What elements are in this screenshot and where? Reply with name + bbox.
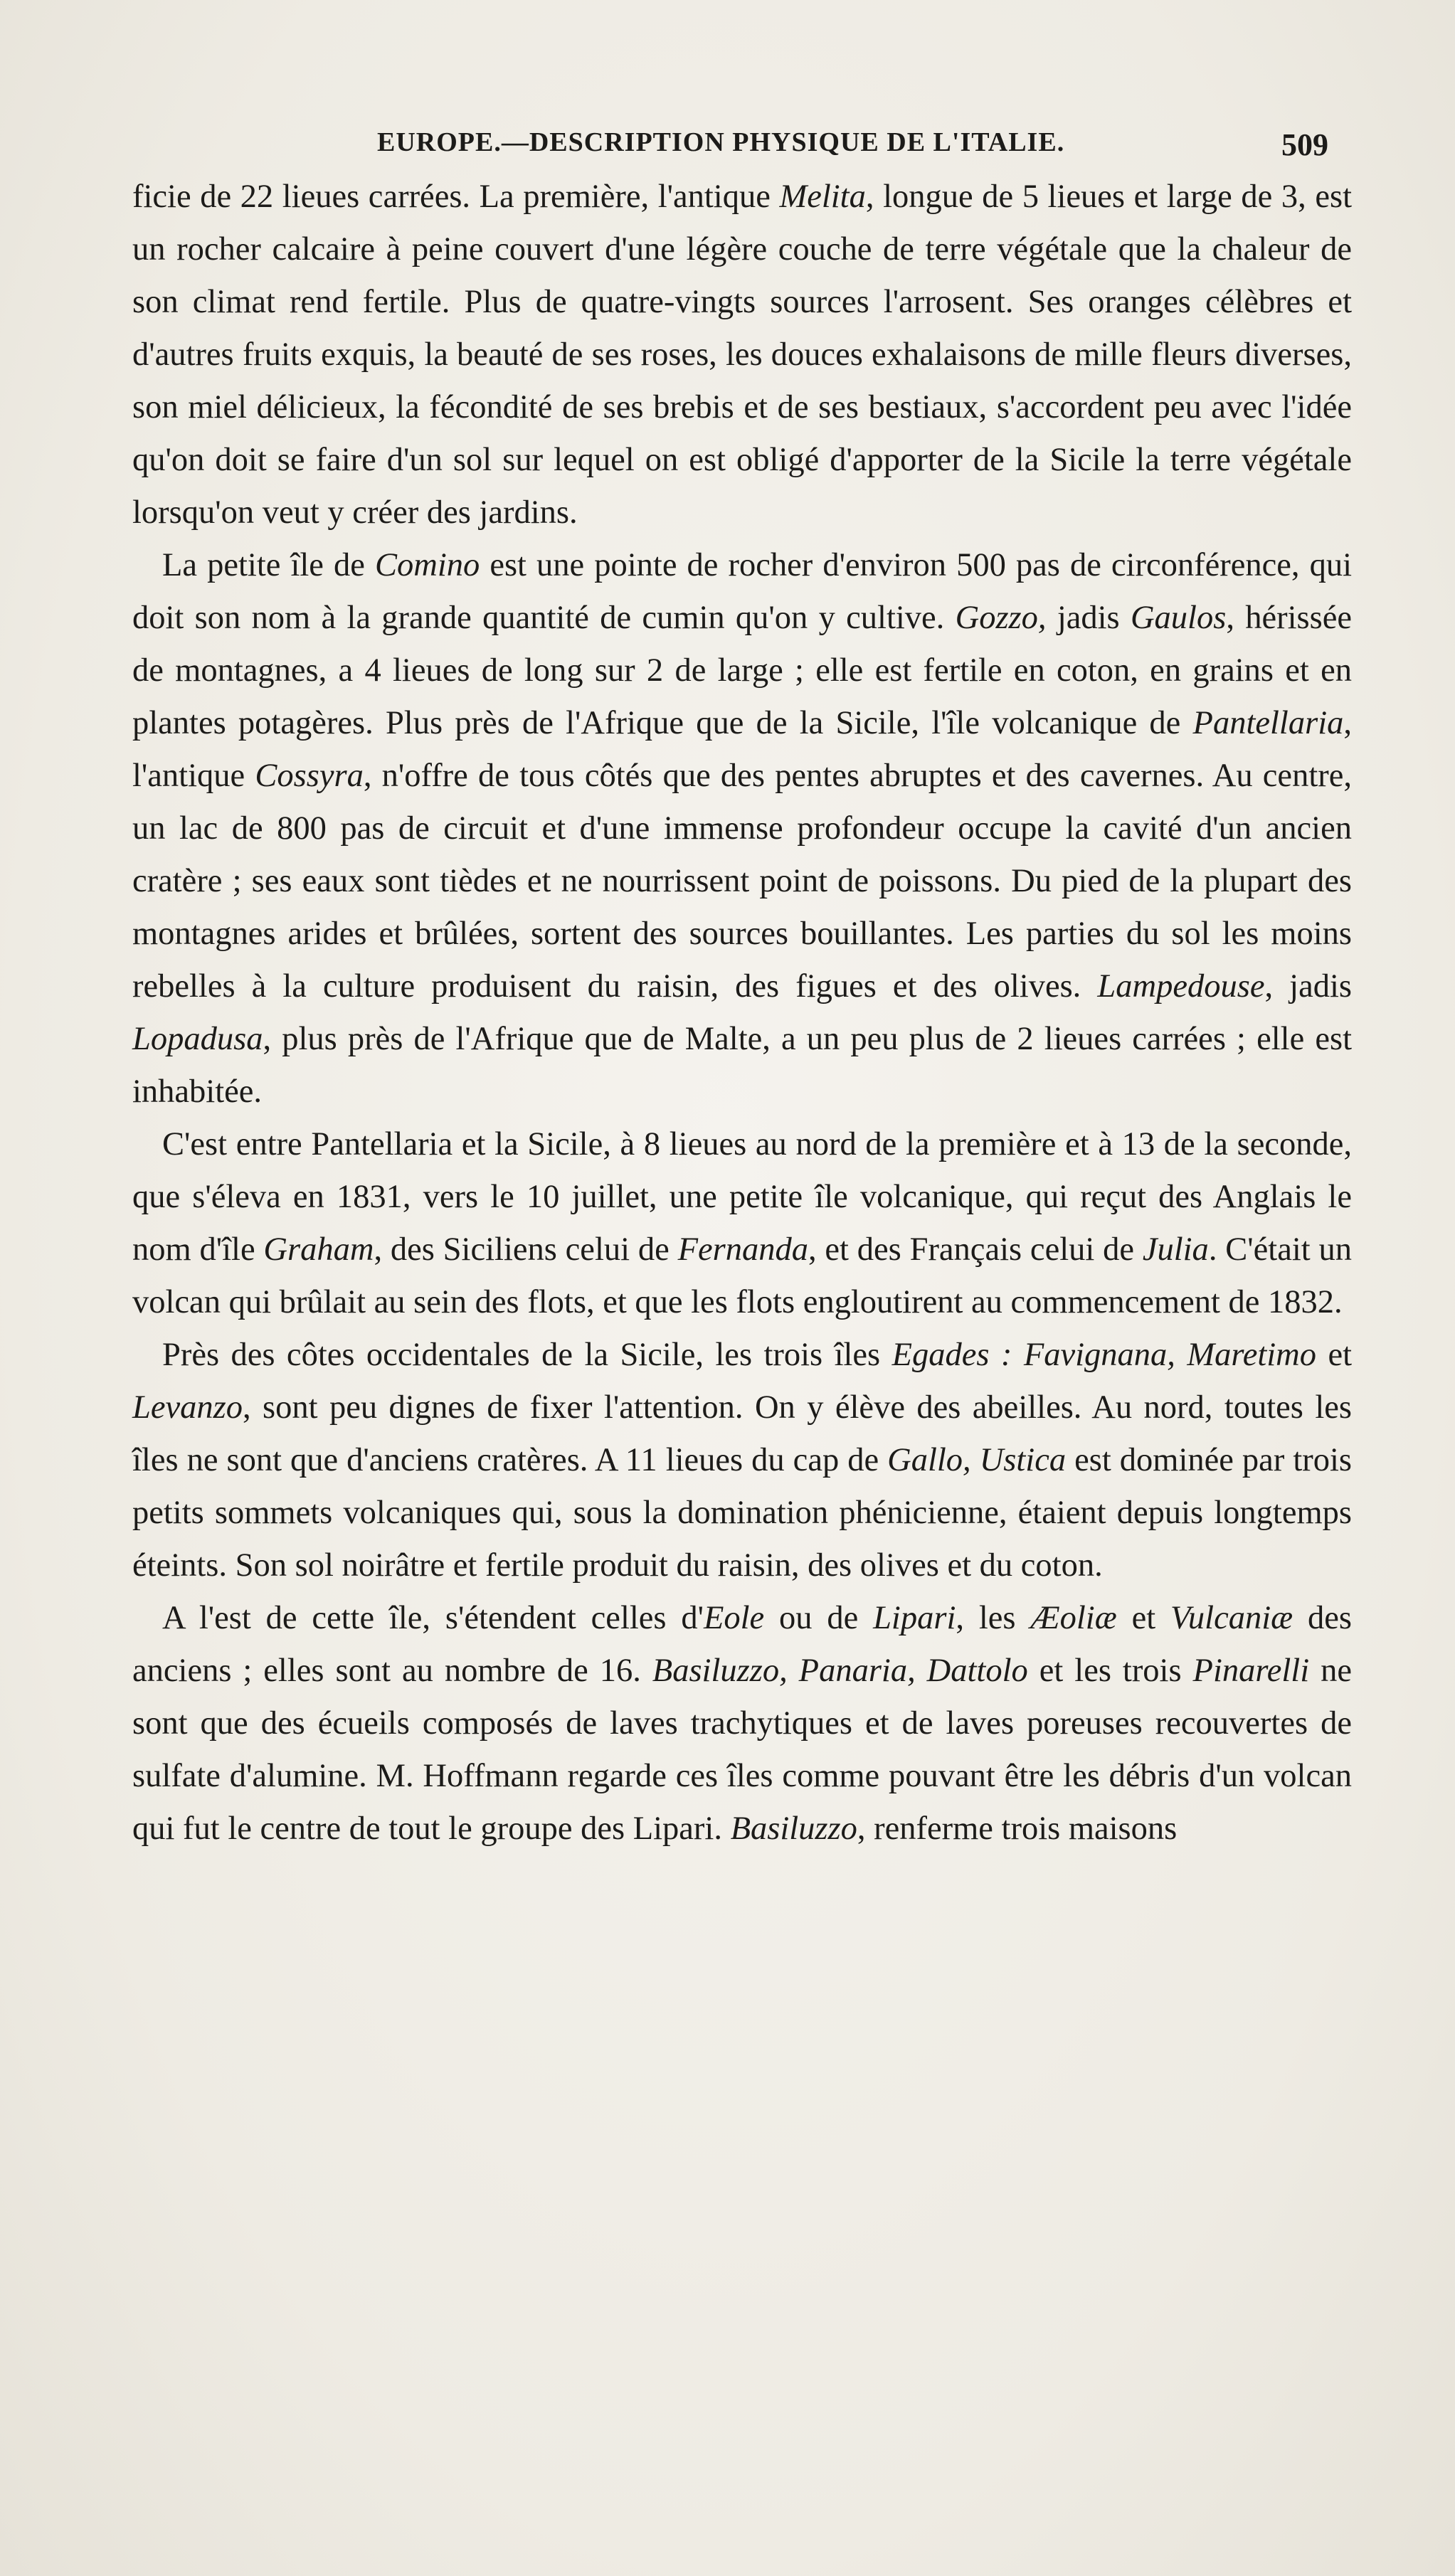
italic-text: Lampedouse <box>1097 968 1265 1005</box>
text-run: , n'offre de tous côtés que des pentes abruptes et des cavernes. Au centre, un lac de 800 pas de circuit et d'une immense profondeur occupe la cavité d'un ancien cratère ; ses eaux sont tièdes et ne nourrissent point de poissons. Du pied de la plupart des montagnes arides et brûlées, sortent des sources bouillantes. Les parties du sol les moins rebelles à la culture produisent du raisin, des figues et des olives. <box>132 758 1352 1005</box>
text-run: est dominée par trois petits sommets volcaniques qui, sous la domination phénicienne, étaient depuis longtemps éteints. Son sol noirâtre et fertile produit du raisin, des olives et du coton. <box>132 1442 1352 1584</box>
text-run: C'est entre Pantellaria et la Sicile, à 8 lieues au nord de la première et à 13 de la seconde, que s'éleva en 1831, vers le 10 juillet, une petite île volcanique, qui reçut des Anglais le nom d'île <box>132 1126 1352 1268</box>
italic-text: Graham <box>263 1231 374 1268</box>
text-run: , longue de 5 lieues et large de 3, est un rocher calcaire à peine couvert d'une légère couche de terre végétale que la chaleur de son climat rend fertile. Plus de quatre-vingts sources l'arrosent. Ses oranges célèbres et d'autres fruits exquis, la beauté de ses roses, les douces exhalaisons de mille fleurs diverses, son miel délicieux, la fécondité de ses brebis et de ses bestiaux, s'accordent peu avec l'idée qu'on doit se faire d'un sol sur lequel on est obligé d'apporter de la Sicile la terre végétale lorsqu'on veut y créer des jardins. <box>132 179 1352 531</box>
text-run: , hérissée de montagnes, a 4 lieues de long sur 2 de large ; elle est fertile en coton, en grains et en plantes potagères. Plus près de l'Afrique que de la Sicile, l'île volcanique de <box>132 600 1353 741</box>
italic-text: Cossyra <box>255 758 364 794</box>
text-run: et les trois <box>1027 1653 1193 1689</box>
italic-text: Lipari <box>873 1600 956 1636</box>
text-run: , jadis <box>1264 968 1352 1005</box>
text-run: ficie de 22 lieues carrées. La première, l'antique <box>132 179 780 215</box>
italic-text: Gozzo, <box>955 600 1047 636</box>
paragraph <box>132 1118 1352 1329</box>
italic-text: Gallo, Ustica <box>887 1442 1067 1478</box>
italic-text: Æoliæ <box>1030 1600 1117 1636</box>
text-run: , plus près de l'Afrique que de Malte, a un peu plus de 2 lieues carrées ; elle est inhabitée. <box>132 1021 1352 1110</box>
running-title: EUROPE.—DESCRIPTION PHYSIQUE DE L'ITALIE. <box>377 127 1065 157</box>
text-run: est une pointe de rocher d'environ 500 pas de circonférence, qui doit son nom à la grande quantité de cumin qu'on y cultive. <box>132 547 1352 636</box>
body-text <box>132 171 1352 1855</box>
page-number: 509 <box>1281 127 1328 162</box>
page-header <box>135 127 1355 169</box>
text-run: , sont peu dignes de fixer l'attention. On y élève des abeilles. Au nord, toutes les îles ne sont que d'anciens cratères. A 11 lieues du cap de <box>132 1389 1352 1478</box>
italic-text: Vulcaniæ <box>1170 1600 1293 1636</box>
text-run: , renferme trois maisons <box>857 1811 1178 1847</box>
text-run: ne sont que des écueils composés de laves trachytiques et de laves poreuses recouvertes de sulfate d'alumine. M. Hoffmann regarde ces îles comme pouvant être les débris d'un volcan qui fut le centre de tout le groupe des Lipari. <box>132 1653 1352 1847</box>
text-run: , les <box>956 1600 1031 1636</box>
text-run: Près des côtes occidentales de la Sicile, les trois îles <box>162 1337 892 1373</box>
italic-text: Pantellaria <box>1192 705 1344 741</box>
text-run: . C'était un volcan qui brûlait au sein des flots, et que les flots engloutirent au commencement de 1832. <box>132 1231 1353 1320</box>
paragraph <box>132 1329 1352 1592</box>
text-run: jadis <box>1046 600 1131 636</box>
text-run: , l'antique <box>132 705 1352 794</box>
italic-text: Egades : Favignana, Maretimo <box>891 1337 1317 1373</box>
italic-text: Julia <box>1142 1231 1209 1268</box>
paragraph <box>132 1592 1352 1855</box>
italic-text: Levanzo <box>132 1389 243 1426</box>
italic-text: Basiluzzo, Panaria, Dattolo <box>652 1653 1028 1689</box>
italic-text: Comino <box>374 547 480 583</box>
italic-text: Gaulos <box>1130 600 1227 636</box>
italic-text: Fernanda <box>677 1231 808 1268</box>
italic-text: Basiluzzo <box>730 1811 857 1847</box>
italic-text: Melita <box>779 179 866 215</box>
text-run: ou de <box>764 1600 874 1636</box>
text-run: , des Siciliens celui de <box>374 1231 678 1268</box>
text-run: A l'est de cette île, s'étendent celles d' <box>162 1600 704 1636</box>
text-run: et <box>1116 1600 1170 1636</box>
text-run: La petite île de <box>162 547 375 583</box>
paragraph <box>132 171 1352 539</box>
italic-text: Lopadusa <box>132 1021 263 1057</box>
text-run: des anciens ; elles sont au nombre de 16. <box>132 1600 1352 1689</box>
text-run: et <box>1316 1337 1353 1373</box>
italic-text: Eole <box>703 1600 765 1636</box>
paragraph <box>132 539 1352 1118</box>
text-run: , et des Français celui de <box>808 1231 1143 1268</box>
italic-text: Pinarelli <box>1192 1653 1310 1689</box>
